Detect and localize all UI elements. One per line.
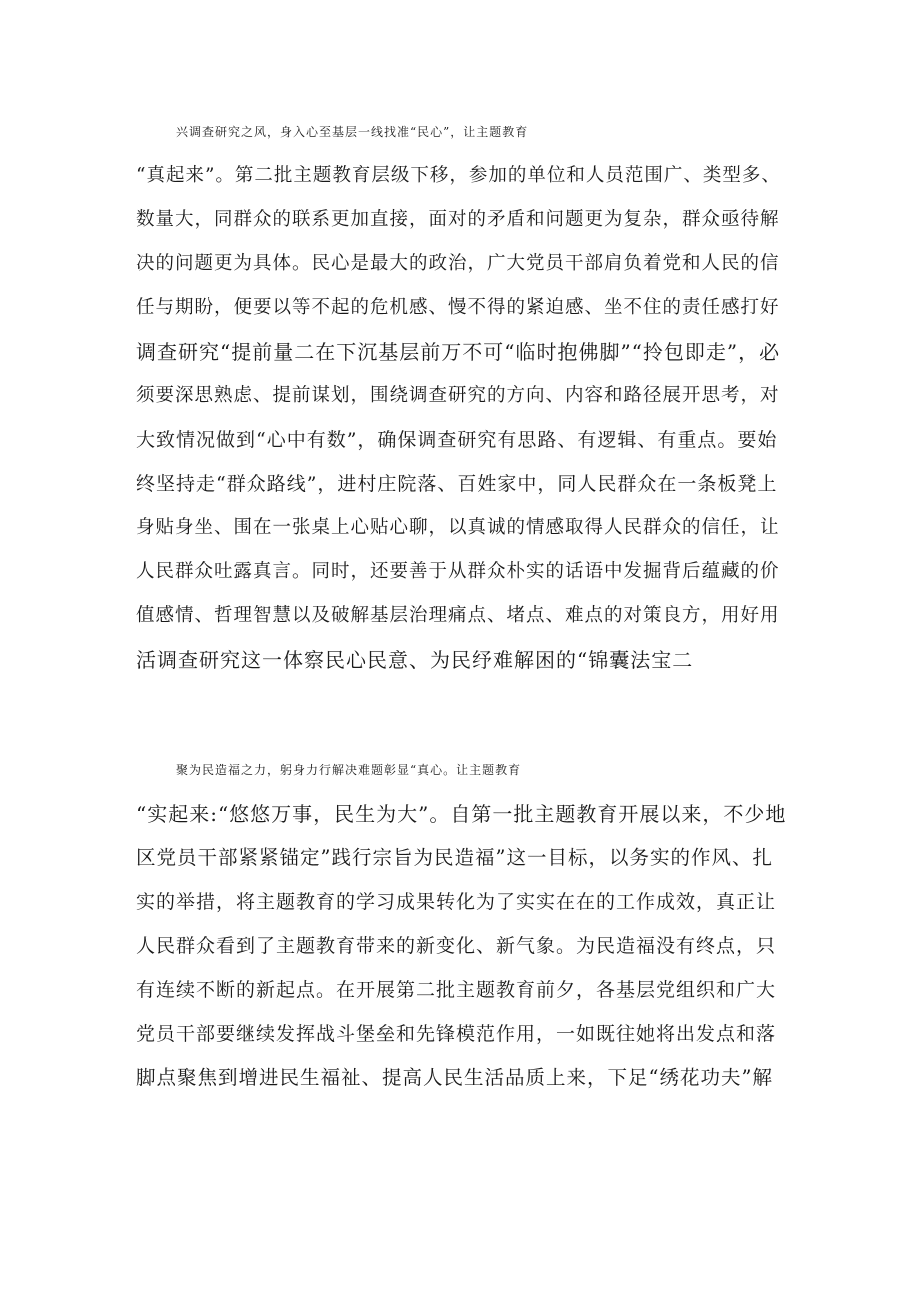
paragraph-line: 有连续不断的新起点。在开展第二批主题教育前夕，各基层党组织和广大: [136, 979, 777, 1001]
paragraph-line: 人民群众吐露真言。同时，还要善于从群众朴实的话语中发掘背后蕴藏的价: [136, 561, 780, 582]
paragraph-line: 人民群众看到了主题教育带来的新变化、新气象。为民造福没有终点，只: [136, 935, 777, 957]
paragraph-line: “实起来:“悠悠万事，民生为大”。自第一批主题教育开展以来，不少地: [136, 802, 787, 826]
paragraph-line: 活调查研究这一体察民心民意、为民纾难解困的“锦囊法宝二: [136, 648, 694, 672]
paragraph-line: 实的举措，将主题教育的学习成果转化为了实实在在的工作成效，真正让: [136, 891, 777, 913]
paragraph-line: 数量大，同群众的联系更加直接，面对的矛盾和问题更为复杂，群众亟待解: [136, 209, 780, 230]
paragraph-line: “真起来”。第二批主题教育层级下移，参加的单位和人员范围广、类型多、: [136, 165, 781, 186]
paragraph-line: 值感情、哲理智慧以及破解基层治理痛点、堵点、难点的对策良方，用好用: [136, 605, 780, 626]
paragraph-line: 聚为民造福之力，躬身力行解决难题彰显“真心。让主题教育: [176, 763, 522, 777]
paragraph-line: 调查研究“提前量二在下沉基层前万不可“临时抱佛脚”“拎包即走”，必: [136, 340, 781, 364]
paragraph-line: 区党员干部紧紧锚定”践行宗旨为民造福”这一目标，以务实的作风、扎: [136, 846, 773, 869]
paragraph-line: 任与期盼，便要以等不起的危机感、慢不得的紧迫感、坐不住的责任感打好: [136, 297, 780, 318]
paragraph-line: 决的问题更为具体。民心是最大的政治，广大党员干部肩负着党和人民的信: [136, 253, 780, 274]
paragraph-line: 须要深思熟虑、提前谋划，围绕调查研究的方向、内容和路径展开思考，对: [136, 385, 780, 406]
paragraph-line: 大致情况做到“心中有数”，确保调查研究有思路、有逻辑、有重点。要始: [136, 429, 778, 451]
paragraph-line: 党员干部要继续发挥战斗堡垒和先锋模范作用，一如既往她将出发点和落: [136, 1023, 777, 1045]
paragraph-line: 兴调查研究之风，身入心至基层一线找准“民心”，让主题教育: [176, 125, 529, 139]
paragraph-line: 脚点聚焦到增进民生福祉、提高人民生活品质上来，下足“绣花功夫”解: [136, 1066, 773, 1089]
paragraph-line: 终坚持走“群众路线”，进村庄院落、百姓家中，同人民群众在一条板凳上: [136, 473, 778, 495]
paragraph-line: 身贴身坐、围在一张桌上心贴心聊，以真诚的情感取得人民群众的信任，让: [136, 517, 780, 538]
